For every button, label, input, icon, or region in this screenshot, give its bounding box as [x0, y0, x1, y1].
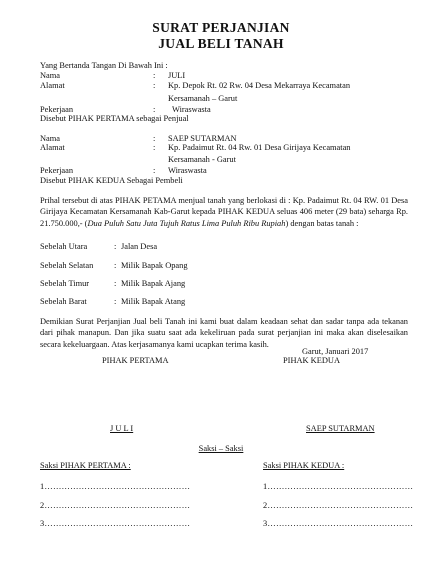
pihak-kedua-label: PIHAK KEDUA	[283, 356, 340, 365]
witness-left-line-2: 2……………………………………………	[40, 501, 191, 510]
party1-alamat-value-1: Kp. Depok Rt. 02 Rw. 04 Desa Mekarraya Kecamatan	[168, 81, 351, 90]
agreement-text-main: Prihal tersebut di atas PIHAK PETAMA menjual tanah yang berlokasi di : Kp. Padaimut Rt. 04 RW. 01 Desa Girijaya Kecamatan Kersamanah Kab-Garut kepada PIHAK KEDUA seluas 406 meter (29 bata) seharga Rp. 21.750.000,- (	[40, 196, 408, 228]
agreement-text-end: ) dengan batas tanah :	[285, 218, 359, 228]
party2-nama-value: SAEP SUTARMAN	[168, 134, 237, 143]
boundary-label-north: Sebelah Utara	[40, 242, 88, 251]
boundary-label-east: Sebelah Timur	[40, 279, 90, 288]
witness-left-line-1: 1……………………………………………	[40, 482, 191, 491]
boundary-colon-north: :	[114, 242, 117, 251]
party2-nama-label: Nama	[40, 134, 60, 143]
intro-text: Yang Bertanda Tangan Di Bawah Ini :	[40, 61, 168, 70]
boundary-value-north: Jalan Desa	[121, 242, 158, 251]
party2-designation: Disebut PIHAK KEDUA Sebagai Pembeli	[40, 176, 183, 185]
party2-pekerjaan-colon: :	[153, 166, 156, 175]
party2-alamat-value-1: Kp. Padaimut Rt. 04 Rw. 01 Desa Girijaya Kecamatan	[168, 143, 351, 152]
party2-pekerjaan-label: Pekerjaan	[40, 166, 74, 175]
boundary-value-south: Milik Bapak Opang	[121, 261, 188, 270]
witness-right-line-3: 3……………………………………………	[263, 519, 414, 528]
signer-name-1: J U L I	[110, 424, 134, 433]
witness-right-line-2: 2……………………………………………	[263, 501, 414, 510]
witness-left-line-3: 3……………………………………………	[40, 519, 191, 528]
boundary-colon-south: :	[114, 261, 117, 270]
agreement-price-words: Dua Puluh Satu Juta Tujuh Ratus Lima Puluh Ribu Rupiah	[87, 218, 286, 228]
party1-nama-colon: :	[153, 71, 156, 80]
party1-alamat-colon: :	[153, 81, 156, 90]
party2-pekerjaan-value: Wiraswasta	[168, 166, 207, 175]
party2-alamat-value-2: Kersamanah - Garut	[168, 155, 236, 164]
pihak-pertama-label: PIHAK PERTAMA	[102, 356, 169, 365]
boundary-label-west: Sebelah Barat	[40, 297, 87, 306]
party1-alamat-value-2: Kersamanah – Garut	[168, 94, 238, 103]
party1-designation: Disebut PIHAK PERTAMA sebagai Penjual	[40, 114, 189, 123]
boundary-colon-east: :	[114, 279, 117, 288]
signer-name-2: SAEP SUTARMAN	[306, 424, 375, 433]
boundary-value-west: Milik Bapak Atang	[121, 297, 186, 306]
agreement-paragraph	[40, 195, 408, 229]
boundary-value-east: Milik Bapak Ajang	[121, 279, 186, 288]
party1-pekerjaan-value: Wiraswasta	[172, 105, 211, 114]
party2-nama-colon: :	[153, 134, 156, 143]
party2-alamat-label: Alamat	[40, 143, 65, 152]
party1-pekerjaan-label: Pekerjaan	[40, 105, 74, 114]
boundary-colon-west: :	[114, 297, 117, 306]
party2-alamat-colon: :	[153, 143, 156, 152]
witness-right-line-1: 1……………………………………………	[263, 482, 414, 491]
witness-right-title: Saksi PIHAK KEDUA :	[263, 461, 345, 470]
party1-pekerjaan-colon: :	[153, 105, 156, 114]
closing-paragraph: Demikian Surat Perjanjian Jual beli Tanah ini kami buat dalam keadaan sehat dan sadar tanpa ada tekanan dari pihak manapun. Dan jika suatu saat ada kekeliruan pada surat perjanjian ini maka akan diselesaikan secara kekeluargaan. Atas kerjasamanya kami ucapkan terima kasih.	[40, 317, 408, 349]
party1-alamat-label: Alamat	[40, 81, 65, 90]
witness-left-title: Saksi PIHAK PERTAMA :	[40, 461, 131, 470]
party1-nama-label: Nama	[40, 71, 60, 80]
place-date: Garut, Januari 2017	[302, 347, 369, 356]
title-line-1: SURAT PERJANJIAN	[152, 20, 290, 35]
witness-heading: Saksi – Saksi	[198, 444, 244, 453]
party1-nama-value: JULI	[168, 71, 186, 80]
boundary-label-south: Sebelah Selatan	[40, 261, 94, 270]
title-line-2: JUAL BELI TANAH	[158, 36, 284, 51]
